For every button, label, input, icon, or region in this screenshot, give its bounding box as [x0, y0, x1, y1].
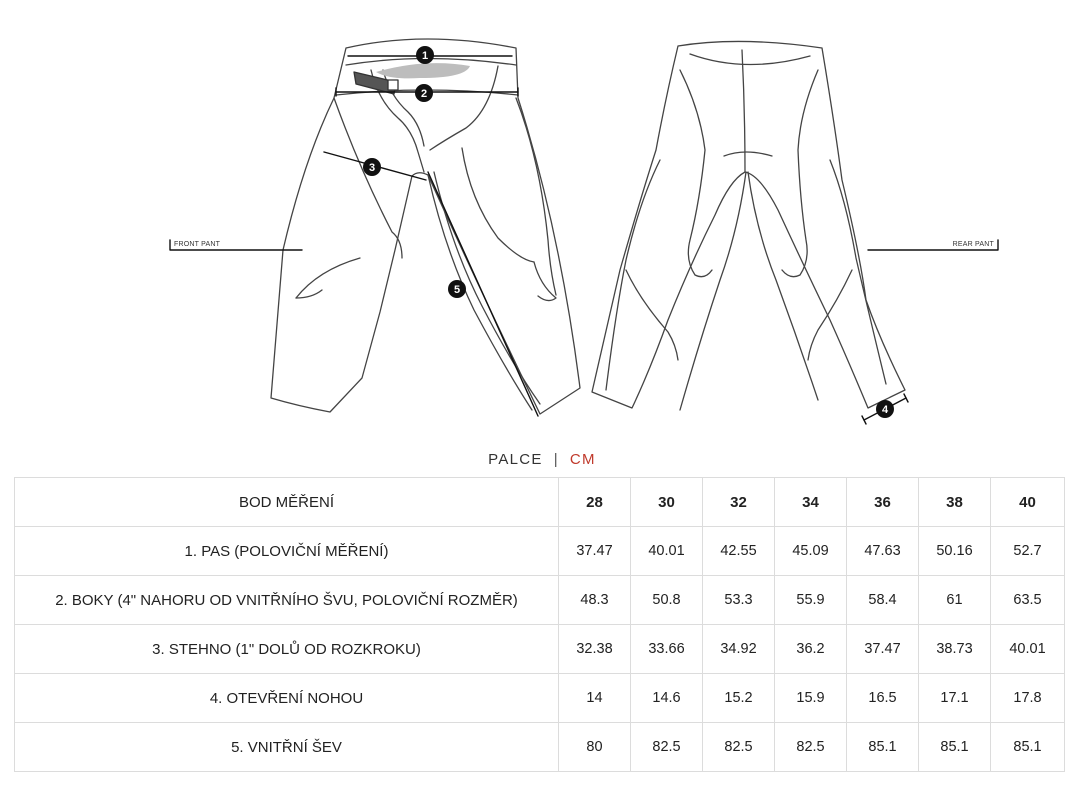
size-header: 30: [631, 478, 703, 527]
unit-cm-option[interactable]: CM: [569, 451, 596, 468]
front-pant-label: FRONT PANT: [174, 241, 221, 248]
table-cell: 82.5: [775, 723, 847, 772]
measurement-point-header: BOD MĚŘENÍ: [15, 478, 559, 527]
marker-1-icon: [416, 46, 434, 64]
svg-text:5: 5: [453, 284, 461, 296]
unit-toggle: [0, 451, 1084, 468]
size-header: 32: [703, 478, 775, 527]
table-cell: 37.47: [559, 527, 631, 576]
row-label: 5. VNITŘNÍ ŠEV: [15, 723, 559, 772]
table-row: [15, 527, 1065, 576]
table-cell: 50.16: [919, 527, 991, 576]
table-cell: 17.1: [919, 674, 991, 723]
table-cell: 50.8: [631, 576, 703, 625]
table-row: [15, 576, 1065, 625]
table-cell: 36.2: [775, 625, 847, 674]
size-header: 34: [775, 478, 847, 527]
table-cell: 85.1: [919, 723, 991, 772]
table-cell: 33.66: [631, 625, 703, 674]
measurement-lines: [170, 56, 998, 424]
svg-text:3: 3: [368, 162, 376, 174]
table-cell: 82.5: [703, 723, 775, 772]
table-cell: 38.73: [919, 625, 991, 674]
table-cell: 40.01: [631, 527, 703, 576]
marker-4-icon: [876, 400, 894, 418]
table-cell: 14.6: [631, 674, 703, 723]
table-cell: 42.55: [703, 527, 775, 576]
size-header: 36: [847, 478, 919, 527]
table-header-row: [15, 478, 1065, 527]
table-row: [15, 723, 1065, 772]
table-cell: 16.5: [847, 674, 919, 723]
svg-text:1: 1: [421, 50, 429, 62]
size-header: 40: [991, 478, 1065, 527]
rear-pant-drawing: [592, 41, 905, 410]
size-chart-table: [14, 477, 1065, 772]
row-label: 3. STEHNO (1" DOLŮ OD ROZKROKU): [15, 625, 559, 674]
table-cell: 85.1: [847, 723, 919, 772]
svg-text:2: 2: [420, 88, 428, 100]
table-cell: 61: [919, 576, 991, 625]
svg-text:4: 4: [881, 404, 889, 416]
table-cell: 37.47: [847, 625, 919, 674]
table-cell: 85.1: [991, 723, 1065, 772]
table-row: [15, 625, 1065, 674]
table-cell: 58.4: [847, 576, 919, 625]
table-cell: 82.5: [631, 723, 703, 772]
size-header: 38: [919, 478, 991, 527]
unit-inches-option[interactable]: PALCE: [488, 451, 543, 468]
table-cell: 55.9: [775, 576, 847, 625]
row-label: 1. PAS (POLOVIČNÍ MĚŘENÍ): [15, 527, 559, 576]
table-cell: 47.63: [847, 527, 919, 576]
table-cell: 15.2: [703, 674, 775, 723]
unit-separator: |: [553, 451, 559, 468]
table-cell: 63.5: [991, 576, 1065, 625]
table-cell: 48.3: [559, 576, 631, 625]
table-cell: 17.8: [991, 674, 1065, 723]
row-label: 4. OTEVŘENÍ NOHOU: [15, 674, 559, 723]
marker-3-icon: [363, 158, 381, 176]
table-row: [15, 674, 1065, 723]
table-cell: 40.01: [991, 625, 1065, 674]
table-cell: 14: [559, 674, 631, 723]
table-cell: 45.09: [775, 527, 847, 576]
size-header: 28: [559, 478, 631, 527]
table-cell: 34.92: [703, 625, 775, 674]
marker-5-icon: [448, 280, 466, 298]
table-cell: 32.38: [559, 625, 631, 674]
table-cell: 15.9: [775, 674, 847, 723]
rear-pant-label: REAR PANT: [952, 241, 994, 248]
row-label: 2. BOKY (4" NAHORU OD VNITŘNÍHO ŠVU, POLOVIČNÍ ROZMĚR): [15, 576, 559, 625]
marker-2-icon: [415, 84, 433, 102]
table-cell: 53.3: [703, 576, 775, 625]
table-cell: 52.7: [991, 527, 1065, 576]
table-cell: 80: [559, 723, 631, 772]
